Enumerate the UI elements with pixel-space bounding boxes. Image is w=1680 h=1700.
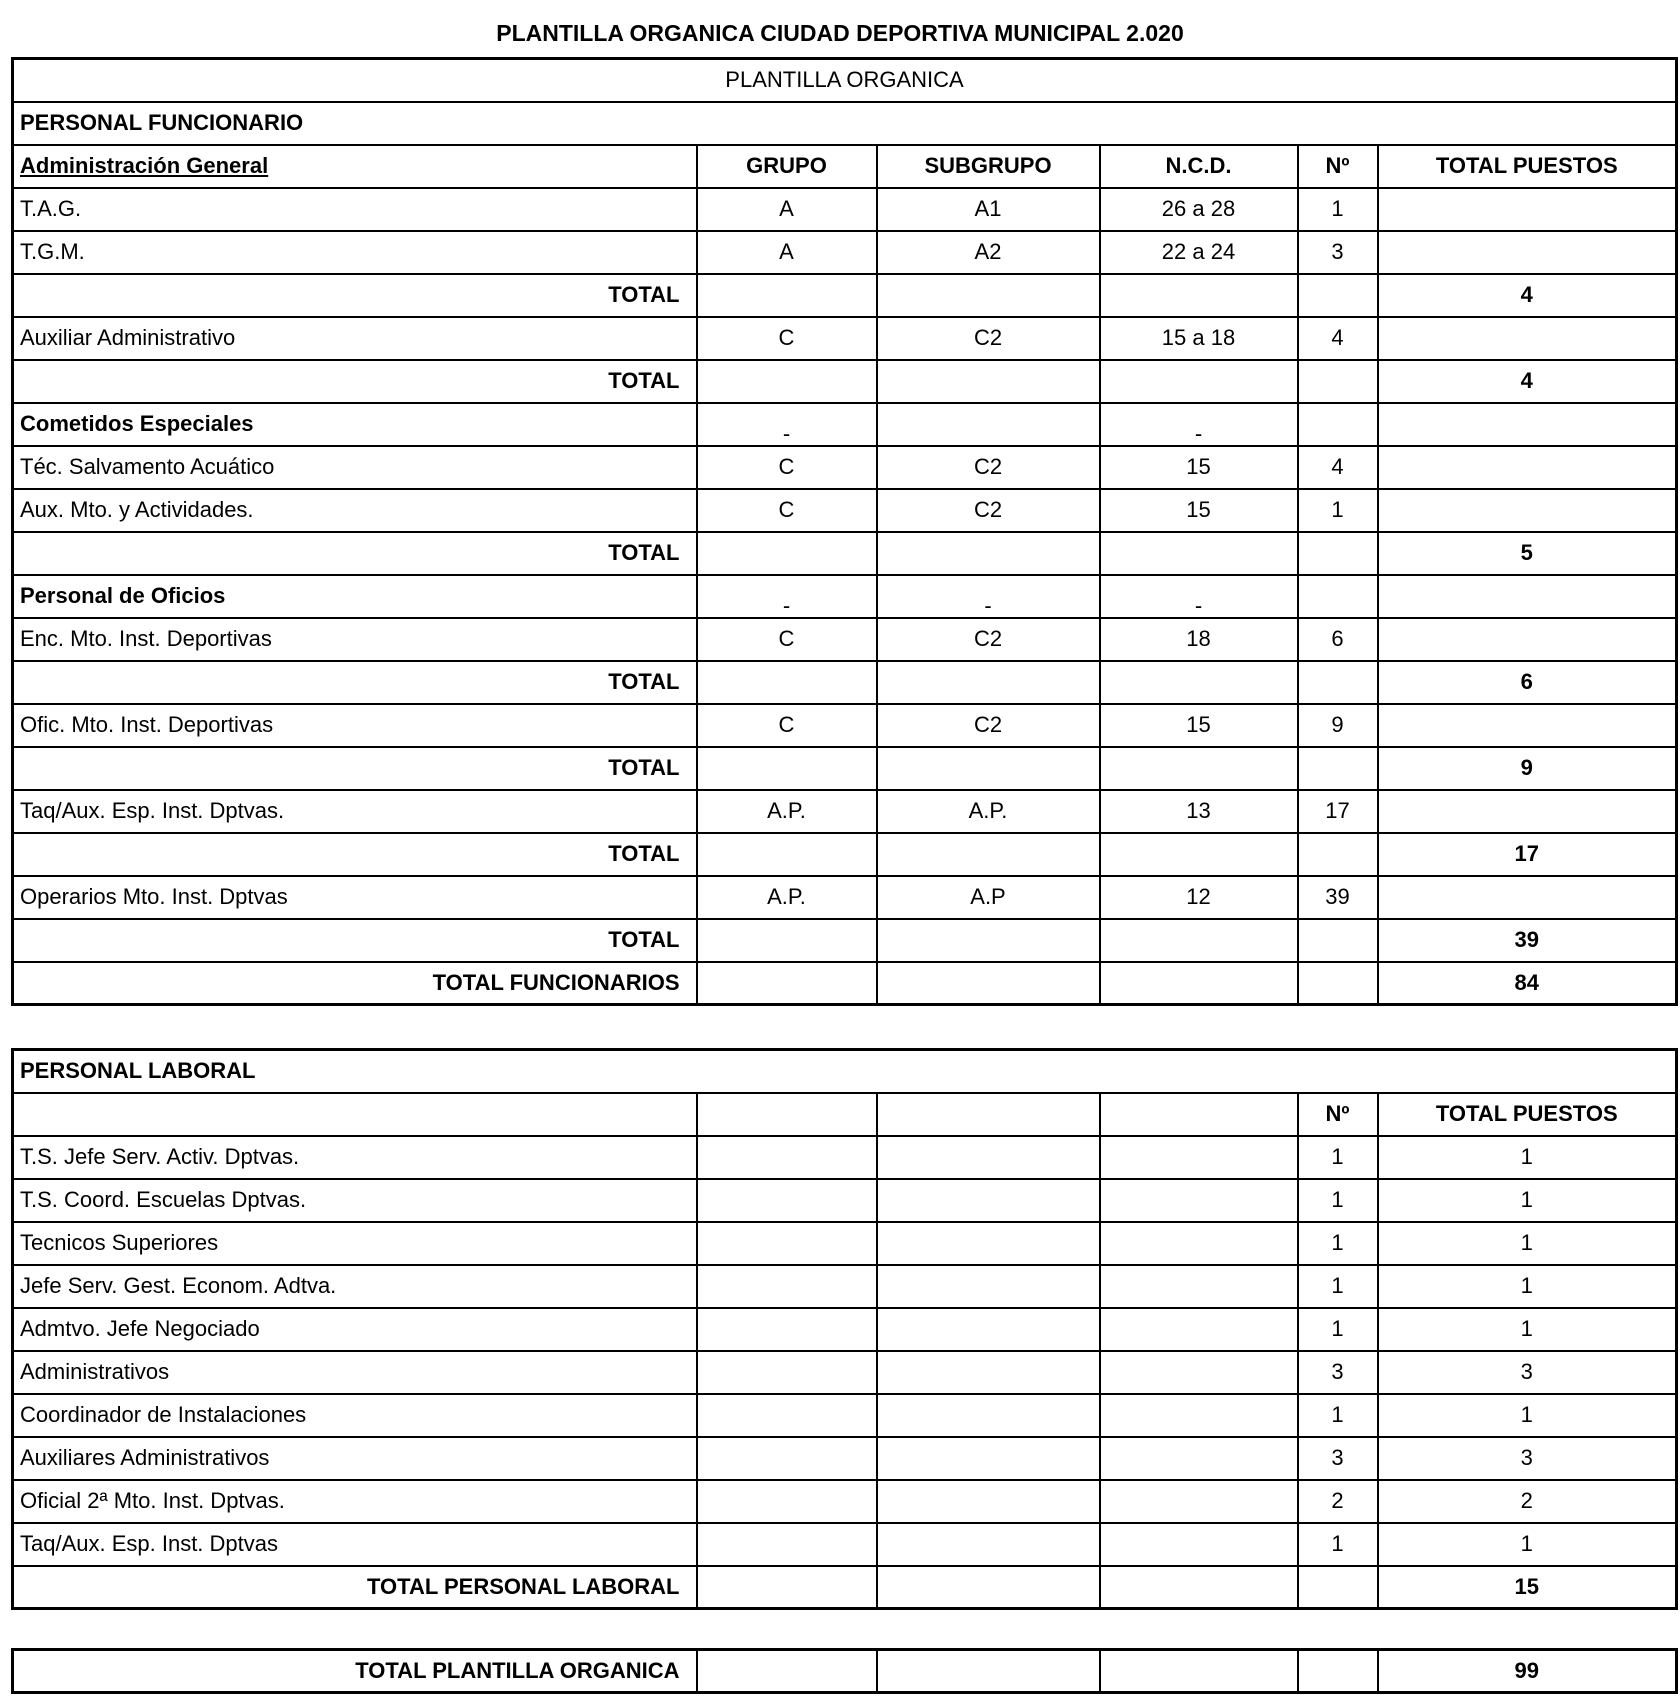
cell-ncd <box>1100 1222 1298 1265</box>
cell-ncd <box>1100 1566 1298 1609</box>
column-header-numero: Nº <box>1298 1093 1378 1136</box>
cell-numero: 6 <box>1298 618 1378 661</box>
cell-ncd: 15 <box>1100 489 1298 532</box>
cell-ncd: 12 <box>1100 876 1298 919</box>
table-row <box>13 489 1677 532</box>
cell-grupo <box>697 1179 877 1222</box>
cell-grupo <box>697 1308 877 1351</box>
cell-total-puestos <box>1378 489 1677 532</box>
cell-ncd <box>1100 833 1298 876</box>
cell-grupo: A <box>697 188 877 231</box>
table-row <box>13 446 1677 489</box>
total-row <box>13 532 1677 575</box>
cell-name: T.G.M. <box>13 231 697 274</box>
cell-total-puestos: 4 <box>1378 360 1677 403</box>
cell-total-puestos: 99 <box>1378 1650 1677 1693</box>
cell-total-puestos: 1 <box>1378 1394 1677 1437</box>
cell-ncd: - <box>1100 575 1298 618</box>
cell-numero: 1 <box>1298 1523 1378 1566</box>
cell-grupo <box>697 1523 877 1566</box>
cell-numero: 3 <box>1298 1437 1378 1480</box>
column-header-subgrupo: SUBGRUPO <box>877 145 1100 188</box>
cell-numero: 39 <box>1298 876 1378 919</box>
cell-name: Operarios Mto. Inst. Dptvas <box>13 876 697 919</box>
column-header-ncd: N.C.D. <box>1100 145 1298 188</box>
cell-ncd: 15 <box>1100 446 1298 489</box>
cell-name: Oficial 2ª Mto. Inst. Dptvas. <box>13 1480 697 1523</box>
cell-numero: 17 <box>1298 790 1378 833</box>
cell-grupo: C <box>697 489 877 532</box>
cell-total-puestos <box>1378 446 1677 489</box>
table-row <box>13 1394 1677 1437</box>
cell-grupo <box>697 1136 877 1179</box>
cell-ncd: 13 <box>1100 790 1298 833</box>
cell-total-puestos: 5 <box>1378 532 1677 575</box>
cell-name: Aux. Mto. y Actividades. <box>13 489 697 532</box>
header-row <box>13 1093 1677 1136</box>
cell-name: TOTAL PLANTILLA ORGANICA <box>13 1650 697 1693</box>
cell-total-puestos <box>1378 188 1677 231</box>
cell-ncd <box>1100 360 1298 403</box>
cell-total-puestos: 84 <box>1378 962 1677 1005</box>
cell-numero: 3 <box>1298 1351 1378 1394</box>
cell-total-puestos: 2 <box>1378 1480 1677 1523</box>
cell-numero: 2 <box>1298 1480 1378 1523</box>
cell-grupo: C <box>697 704 877 747</box>
cell-name: Personal de Oficios <box>13 575 697 618</box>
cell-name: Auxiliar Administrativo <box>13 317 697 360</box>
cell-numero <box>1298 532 1378 575</box>
cell-grupo <box>697 1351 877 1394</box>
table-row <box>13 1136 1677 1179</box>
cell-ncd <box>1100 1437 1298 1480</box>
group-row <box>13 575 1677 618</box>
table-row <box>13 188 1677 231</box>
cell-name: TOTAL <box>13 919 697 962</box>
cell-name: Administrativos <box>13 1351 697 1394</box>
cell-numero: 1 <box>1298 188 1378 231</box>
header-row <box>13 145 1677 188</box>
cell-numero: 4 <box>1298 317 1378 360</box>
cell-numero: 1 <box>1298 1394 1378 1437</box>
laboral-table <box>11 1048 1678 1610</box>
cell-total-puestos: 3 <box>1378 1437 1677 1480</box>
cell-name: TOTAL <box>13 747 697 790</box>
cell-numero <box>1298 403 1378 446</box>
cell-name: Taq/Aux. Esp. Inst. Dptvas <box>13 1523 697 1566</box>
cell-subgrupo <box>877 1566 1100 1609</box>
table-row <box>13 1265 1677 1308</box>
column-header-grupo: GRUPO <box>697 145 877 188</box>
cell-name: Ofic. Mto. Inst. Deportivas <box>13 704 697 747</box>
cell-subgrupo <box>877 1222 1100 1265</box>
cell-grupo <box>697 962 877 1005</box>
cell-grupo: C <box>697 618 877 661</box>
cell-subgrupo <box>877 1265 1100 1308</box>
document-title: PLANTILLA ORGANICA CIUDAD DEPORTIVA MUNICIPAL 2.020 <box>496 20 1184 46</box>
section-heading: PERSONAL LABORAL <box>13 1050 1677 1093</box>
cell-numero: 4 <box>1298 446 1378 489</box>
column-header-name <box>13 1093 697 1136</box>
table-row <box>13 1437 1677 1480</box>
column-header-total-puestos: TOTAL PUESTOS <box>1378 145 1677 188</box>
cell-subgrupo <box>877 1179 1100 1222</box>
cell-name: TOTAL <box>13 532 697 575</box>
table-row <box>13 704 1677 747</box>
cell-total-puestos: 1 <box>1378 1179 1677 1222</box>
cell-numero <box>1298 661 1378 704</box>
cell-grupo <box>697 919 877 962</box>
cell-name: TOTAL <box>13 661 697 704</box>
cell-subgrupo <box>877 919 1100 962</box>
cell-total-puestos: 1 <box>1378 1265 1677 1308</box>
cell-grupo <box>697 360 877 403</box>
cell-numero <box>1298 962 1378 1005</box>
cell-total-puestos: 39 <box>1378 919 1677 962</box>
total-row <box>13 1650 1677 1693</box>
cell-ncd <box>1100 1265 1298 1308</box>
table-row <box>13 790 1677 833</box>
cell-numero <box>1298 1566 1378 1609</box>
cell-numero <box>1298 274 1378 317</box>
cell-grupo <box>697 274 877 317</box>
cell-total-puestos <box>1378 403 1677 446</box>
cell-grupo: A.P. <box>697 876 877 919</box>
cell-subgrupo: C2 <box>877 489 1100 532</box>
cell-total-puestos: 4 <box>1378 274 1677 317</box>
cell-ncd: 26 a 28 <box>1100 188 1298 231</box>
cell-subgrupo <box>877 833 1100 876</box>
cell-numero: 1 <box>1298 1222 1378 1265</box>
cell-ncd <box>1100 919 1298 962</box>
table-row <box>13 876 1677 919</box>
total-row <box>13 747 1677 790</box>
cell-total-puestos: 1 <box>1378 1308 1677 1351</box>
cell-ncd <box>1100 1523 1298 1566</box>
cell-total-puestos <box>1378 704 1677 747</box>
cell-name: Coordinador de Instalaciones <box>13 1394 697 1437</box>
cell-grupo <box>697 1394 877 1437</box>
cell-name: Tecnicos Superiores <box>13 1222 697 1265</box>
cell-subgrupo <box>877 1523 1100 1566</box>
cell-grupo: A.P. <box>697 790 877 833</box>
cell-total-puestos <box>1378 876 1677 919</box>
cell-total-puestos: 1 <box>1378 1136 1677 1179</box>
cell-name: T.A.G. <box>13 188 697 231</box>
cell-numero: 1 <box>1298 1265 1378 1308</box>
total-row <box>13 1566 1677 1609</box>
grand-total-table <box>11 1648 1678 1694</box>
cell-name: T.S. Coord. Escuelas Dptvas. <box>13 1179 697 1222</box>
cell-name: T.S. Jefe Serv. Activ. Dptvas. <box>13 1136 697 1179</box>
cell-name: Auxiliares Administrativos <box>13 1437 697 1480</box>
cell-subgrupo: - <box>877 575 1100 618</box>
cell-subgrupo <box>877 1136 1100 1179</box>
cell-numero: 1 <box>1298 1179 1378 1222</box>
table-row <box>13 1308 1677 1351</box>
cell-subgrupo: A1 <box>877 188 1100 231</box>
cell-numero: 3 <box>1298 231 1378 274</box>
cell-grupo <box>697 833 877 876</box>
cell-subgrupo: C2 <box>877 317 1100 360</box>
cell-total-puestos: 15 <box>1378 1566 1677 1609</box>
total-row <box>13 833 1677 876</box>
total-row <box>13 661 1677 704</box>
table-row <box>13 1480 1677 1523</box>
cell-subgrupo <box>877 962 1100 1005</box>
cell-total-puestos: 1 <box>1378 1523 1677 1566</box>
total-row <box>13 360 1677 403</box>
column-header-name: Administración General <box>13 145 697 188</box>
cell-total-puestos <box>1378 790 1677 833</box>
cell-name: Téc. Salvamento Acuático <box>13 446 697 489</box>
section-heading: PERSONAL FUNCIONARIO <box>13 102 1677 145</box>
cell-name: TOTAL <box>13 833 697 876</box>
cell-ncd <box>1100 1394 1298 1437</box>
cell-grupo <box>697 1222 877 1265</box>
cell-name: TOTAL <box>13 360 697 403</box>
table-row <box>13 1179 1677 1222</box>
cell-total-puestos: 3 <box>1378 1351 1677 1394</box>
table-row <box>13 1351 1677 1394</box>
group-row <box>13 403 1677 446</box>
total-row <box>13 274 1677 317</box>
cell-total-puestos <box>1378 575 1677 618</box>
cell-ncd <box>1100 1351 1298 1394</box>
cell-total-puestos: 17 <box>1378 833 1677 876</box>
cell-ncd <box>1100 274 1298 317</box>
cell-subgrupo <box>877 1394 1100 1437</box>
cell-total-puestos <box>1378 231 1677 274</box>
cell-ncd <box>1100 1136 1298 1179</box>
cell-numero: 9 <box>1298 704 1378 747</box>
cell-grupo: - <box>697 575 877 618</box>
total-row <box>13 919 1677 962</box>
cell-numero <box>1298 1650 1378 1693</box>
cell-name: Enc. Mto. Inst. Deportivas <box>13 618 697 661</box>
table-row <box>13 1222 1677 1265</box>
cell-subgrupo: C2 <box>877 446 1100 489</box>
cell-subgrupo <box>877 661 1100 704</box>
cell-subgrupo <box>877 360 1100 403</box>
cell-subgrupo: A.P <box>877 876 1100 919</box>
cell-ncd <box>1100 532 1298 575</box>
cell-numero <box>1298 575 1378 618</box>
cell-subgrupo: C2 <box>877 618 1100 661</box>
cell-total-puestos: 1 <box>1378 1222 1677 1265</box>
cell-ncd: 22 a 24 <box>1100 231 1298 274</box>
cell-grupo <box>697 747 877 790</box>
cell-ncd <box>1100 1650 1298 1693</box>
cell-name: TOTAL <box>13 274 697 317</box>
cell-ncd <box>1100 1480 1298 1523</box>
cell-name: TOTAL FUNCIONARIOS <box>13 962 697 1005</box>
column-header-numero: Nº <box>1298 145 1378 188</box>
table-row <box>13 618 1677 661</box>
cell-numero <box>1298 919 1378 962</box>
cell-total-puestos: 9 <box>1378 747 1677 790</box>
cell-ncd <box>1100 661 1298 704</box>
cell-ncd: 15 a 18 <box>1100 317 1298 360</box>
cell-name: TOTAL PERSONAL LABORAL <box>13 1566 697 1609</box>
cell-numero: 1 <box>1298 1136 1378 1179</box>
table-caption: PLANTILLA ORGANICA <box>13 59 1677 102</box>
cell-subgrupo: A2 <box>877 231 1100 274</box>
cell-grupo <box>697 1437 877 1480</box>
cell-grupo: - <box>697 403 877 446</box>
cell-name: Admtvo. Jefe Negociado <box>13 1308 697 1351</box>
table-row <box>13 231 1677 274</box>
column-header-subgrupo <box>877 1093 1100 1136</box>
total-row <box>13 962 1677 1005</box>
cell-ncd <box>1100 1308 1298 1351</box>
cell-subgrupo: C2 <box>877 704 1100 747</box>
cell-subgrupo <box>877 1480 1100 1523</box>
cell-subgrupo <box>877 274 1100 317</box>
funcionarios-table <box>11 57 1678 1006</box>
cell-name: Cometidos Especiales <box>13 403 697 446</box>
cell-ncd: - <box>1100 403 1298 446</box>
cell-subgrupo <box>877 532 1100 575</box>
cell-ncd: 18 <box>1100 618 1298 661</box>
cell-numero: 1 <box>1298 489 1378 532</box>
cell-grupo <box>697 1566 877 1609</box>
cell-name: Taq/Aux. Esp. Inst. Dptvas. <box>13 790 697 833</box>
column-header-total-puestos: TOTAL PUESTOS <box>1378 1093 1677 1136</box>
cell-numero: 1 <box>1298 1308 1378 1351</box>
cell-subgrupo: A.P. <box>877 790 1100 833</box>
column-header-grupo <box>697 1093 877 1136</box>
cell-subgrupo <box>877 403 1100 446</box>
cell-grupo: C <box>697 317 877 360</box>
cell-numero <box>1298 747 1378 790</box>
cell-subgrupo <box>877 1437 1100 1480</box>
cell-grupo <box>697 1480 877 1523</box>
table-row <box>13 317 1677 360</box>
cell-grupo: A <box>697 231 877 274</box>
cell-total-puestos <box>1378 317 1677 360</box>
cell-numero <box>1298 833 1378 876</box>
cell-grupo <box>697 1650 877 1693</box>
cell-subgrupo <box>877 1308 1100 1351</box>
cell-grupo <box>697 1265 877 1308</box>
cell-subgrupo <box>877 747 1100 790</box>
cell-ncd <box>1100 747 1298 790</box>
cell-ncd: 15 <box>1100 704 1298 747</box>
cell-grupo <box>697 661 877 704</box>
cell-numero <box>1298 360 1378 403</box>
cell-grupo <box>697 532 877 575</box>
cell-ncd <box>1100 1179 1298 1222</box>
cell-grupo: C <box>697 446 877 489</box>
table-row <box>13 1523 1677 1566</box>
cell-total-puestos <box>1378 618 1677 661</box>
cell-ncd <box>1100 962 1298 1005</box>
cell-subgrupo <box>877 1650 1100 1693</box>
cell-name: Jefe Serv. Gest. Econom. Adtva. <box>13 1265 697 1308</box>
column-header-ncd <box>1100 1093 1298 1136</box>
cell-subgrupo <box>877 1351 1100 1394</box>
cell-total-puestos: 6 <box>1378 661 1677 704</box>
